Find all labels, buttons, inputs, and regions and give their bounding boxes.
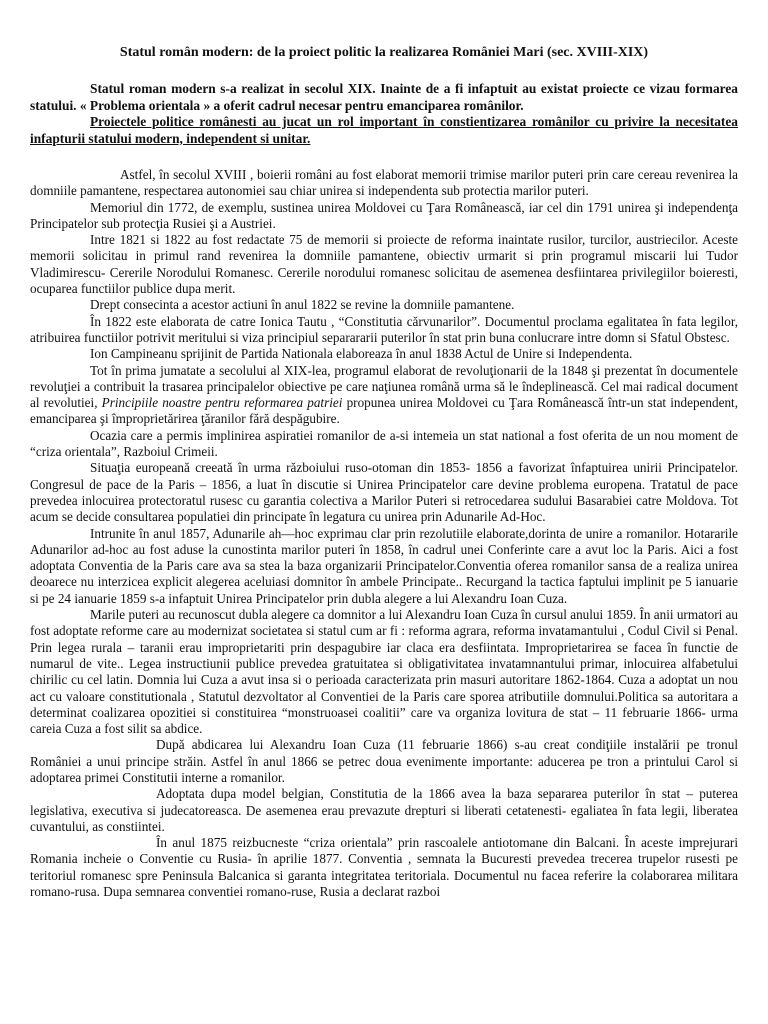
- intro-underlined-paragraph: Proiectele politice românesti au jucat un rol important în constientizarea românilor cu privire la necesitatea infapturii statului modern, independent si unitar.: [30, 114, 738, 146]
- paragraph-text: Tot în prima jumatate a secolului al XIX-lea, programul elaborat de revoluţionarii de la 1848 şi prezentat în documentele revoluţiei a contribuit la trasarea principalelor obiective pe care naţiunea română urma să le îndeplinească. Cel mai radical document al revolutiei,: [30, 362, 738, 411]
- body-paragraph: În 1822 este elaborata de catre Ionica Tautu , “Constitutia cărvunarilor”. Documentul proclama egalitatea în fata legilor, atribuirea functiilor potrivit meritului si viza principiul separararii puterilor în stat prin buna conlucrare intre domn si Sfatul Obstesc.: [30, 313, 738, 345]
- body-paragraph: Adoptata dupa model belgian, Constitutia de la 1866 avea la baza separarea puterilor în stat – puterea legislativa, executiva si judecatoreasca. De asemenea erau prevazute drepturi si liberati cetatenesti- egaliatea în fata legii, liberatea cuvantului, as constiintei.: [30, 786, 738, 834]
- body-paragraph: Intre 1821 si 1822 au fost redactate 75 de memorii si proiecte de reforma inaintate rusilor, turcilor, austriecilor. Aceste memorii solicitau in primul rand revenirea la domniile pamantene, obiectiv urmarit si prin programul miscarii lui Tudor Vladimirescu- Cererile Norodului Romanesc. Cererile norodului romanesc solicitau de asemenea desfiintarea privilegiilor boieresti, ocuparea functiilor publice dupa merit.: [30, 232, 738, 297]
- body-paragraph: Intrunite în anul 1857, Adunarile ah—hoc exprimau clar prin rezolutiile elaborate,dorinta de unire a romanilor. Hotararile Adunarilor ad-hoc au fost aduse la cunostinta marilor puteri în 1858, în cadrul unei Conferinte care a avut loc la Paris. Aici a fost adoptata Conventia de la Paris care ava sa stea la baza organizarii Principatelor.Conventia oferea romanilor sansa de a realiza unirea deoarece nu interzicea explicit alegerea aceluiasi domnitor în ambele Principate.. Recurgand la tactica faptului implinit pe 5 ianuarie si pe 24 ianuarie 1859 s-a infaptuit Unirea Principatelor prin dubla alegere a lui Alexandru Ioan Cuza.: [30, 525, 738, 606]
- body-paragraph: Memoriul din 1772, de exemplu, sustinea unirea Moldovei cu Ţara Românească, iar cel din 1791 unirea şi independenţa Principatelor sub protecţia Rusiei şi a Austriei.: [30, 199, 738, 231]
- paragraph-text: propunea unirea Moldovei cu Ţara Românească într-un stat independent, emanciparea şi împroprietărirea ţăranilor fără despăgubire.: [30, 395, 738, 427]
- intro-block: [30, 81, 738, 147]
- body-paragraph: Ion Campineanu sprijinit de Partida Nationala elaboreaza în anul 1838 Actul de Unire si Independenta.: [90, 346, 633, 362]
- document-title: Statul român modern: de la proiect politic la realizarea României Mari (sec. XVIII-XIX): [119, 45, 649, 60]
- body-paragraph: În anul 1875 reizbucneste “criza orientala” prin rascoalele antiotomane din Balcani. În aceste imprejurari Romania incheie o Conventie cu Rusia- în aprilie 1877. Conventia , semnata la Bucuresti prevedea trecerea trupelor rusesti pe teritoriul romanesc spre Peninsula Balcanica si garanta integritatea teritoriala. Documentul nu facea referire la colaborarea militara romano-rusa. Dupa semnarea conventiei romano-ruse, Rusia a declarat razboi: [30, 835, 738, 900]
- body-paragraph: Marile puteri au recunoscut dubla alegere ca domnitor a lui Alexandru Ioan Cuza în cursul anului 1859. În anii urmatori au fost adoptate reforme care au modernizat societatea si statul cum ar fi : reforma agrara, reforma invatamantului , Codul Civil si Penal. Prin legea rurala – taranii erau improprietariti prin despagubire iar claca era desfiintata. Improprietarirea se facea în functie de numarul de vite.. Legea instructiunii publice prevedea gratuitatea si obligativitatea invatamnantului primar, inlocuirea alfabetului chirilic cu cel latin. Domnia lui Cuza a avut insa si o perioada caracterizata prin masuri autoritare 1862-1864. Cuza a adoptat un nou act cu valoare constitutionala , Statutul dezvoltator al Conventiei de la Paris care sporea atributiile domnului.Politica sa autoritara a determinat coalizarea opozitiei si constituirea “monstruoasei coalitii” care va organiza lovitura de stat – 11 februarie 1866- urma careia Cuza a fost silit sa abdice.: [30, 607, 738, 737]
- body-paragraph: Ocazia care a permis implinirea aspiratiei romanilor de a-si intemeia un stat national a fost oferita de un nou moment de “criza orientala”, Razboiul Crimeii.: [30, 427, 738, 460]
- body-paragraph: [30, 363, 738, 428]
- body-paragraph: Astfel, în secolul XVIII , boierii români au fost elaborat memorii trimise marilor puteri prin care cereau revenirea la domniile pamantene, respectarea autonomiei sau chiar unirea si independenta sub protectia marilor puteri.: [30, 167, 738, 199]
- body-paragraph: Drept consecinta a acestor actiuni în anul 1822 se revine la domniile pamantene.: [90, 297, 515, 313]
- body-paragraph: După abdicarea lui Alexandru Ioan Cuza (11 februarie 1866) s-au creat condiţiile instalării pe tronul României a unui principe străin. Astfel în anul 1866 se petrec doua evenimente importante: aducerea pe tron a printului Carol si adoptarea primei Constitutii interne a romanilor.: [30, 737, 738, 785]
- document-body: [30, 167, 738, 900]
- body-paragraph: Situaţia europeană creeată în urma războiului ruso-otoman din 1853- 1856 a favorizat înfaptuirea unirii Principatelor. Congresul de pace de la Paris – 1856, a luat în discutie si Unirea Principatelor care devine problema europena. Tratatul de pace prevedea inlocuirea protectoratul rusesc cu garantia colectiva a Marilor Puteri si retrocedarea sudului Basarabiei catre Moldova. Tot acum se decide consultarea populatiei din principate în legatura cu unirea prin Adunarile Ad-Hoc.: [30, 460, 738, 525]
- document-title-italic: Principiile noastre pentru reformarea patriei: [101, 395, 343, 411]
- intro-paragraph: Statul roman modern s-a realizat in secolul XIX. Inainte de a fi infaptuit au existat proiecte ce vizau formarea statului. « Problema orientala » a oferit cadrul necesar pentru emanciparea românilor.: [30, 81, 738, 113]
